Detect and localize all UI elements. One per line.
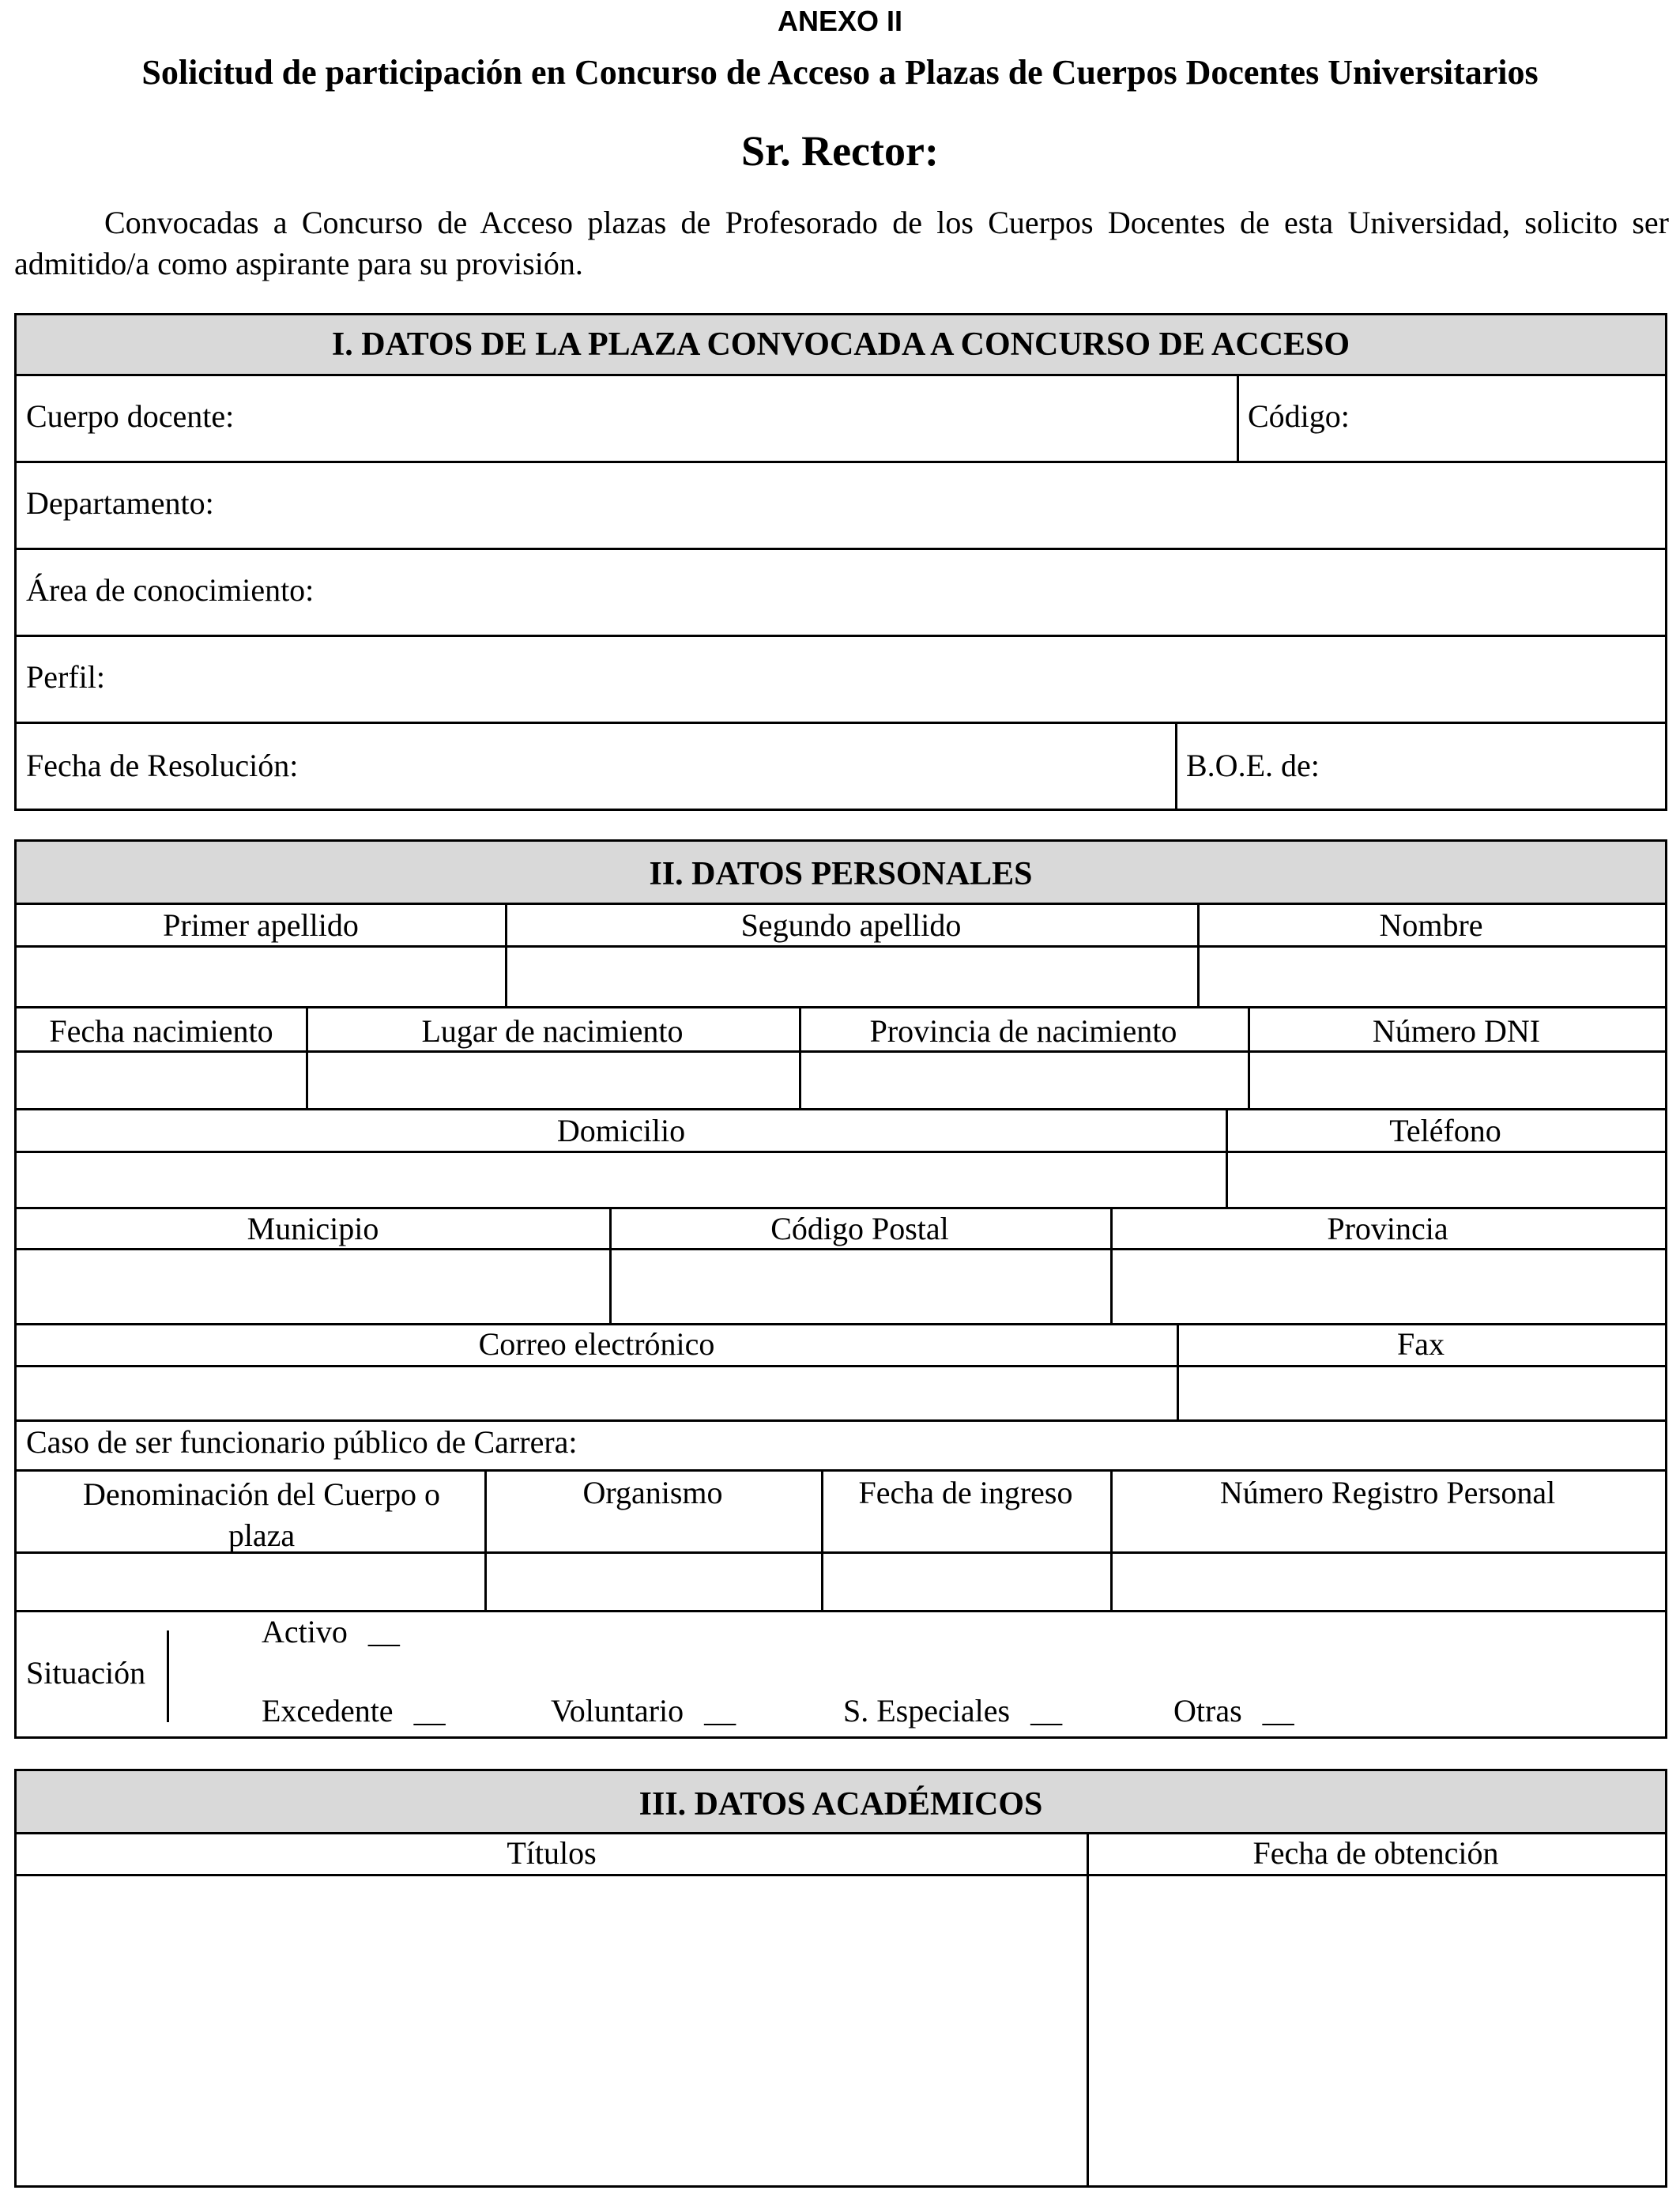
municipio-label: Municipio xyxy=(247,1211,379,1246)
boe-field[interactable]: B.O.E. de: xyxy=(1186,748,1320,783)
fecha-nacimiento-input[interactable] xyxy=(17,1053,306,1108)
provincia-input[interactable] xyxy=(1113,1250,1665,1323)
domicilio-input[interactable] xyxy=(17,1153,1226,1207)
segundo-apellido-input[interactable] xyxy=(507,948,1197,1006)
numero-registro-label: Número Registro Personal xyxy=(1219,1475,1556,1510)
situacion-bracket xyxy=(167,1630,169,1722)
titulos-label: Títulos xyxy=(507,1835,597,1871)
lugar-nacimiento-input[interactable] xyxy=(308,1053,799,1108)
nombre-input[interactable] xyxy=(1200,948,1665,1006)
denominacion-label: Denominación del Cuerpo o plaza xyxy=(82,1476,441,1553)
correo-label: Correo electrónico xyxy=(478,1326,715,1362)
fecha-obtencion-label: Fecha de obtención xyxy=(1252,1835,1499,1871)
codigo-postal-input[interactable] xyxy=(612,1250,1110,1323)
otras-blank: __ xyxy=(1262,1693,1294,1728)
section-academic-title: III. DATOS ACADÉMICOS xyxy=(17,1771,1665,1834)
titulos-input[interactable] xyxy=(17,1876,1087,2185)
numero-dni-input[interactable] xyxy=(1250,1053,1665,1108)
primer-apellido-input[interactable] xyxy=(17,948,505,1006)
domicilio-label: Domicilio xyxy=(556,1113,686,1148)
voluntario-label: Voluntario xyxy=(551,1693,684,1728)
fecha-nacimiento-label: Fecha nacimiento xyxy=(49,1013,273,1049)
section-plaza-title: I. DATOS DE LA PLAZA CONVOCADA A CONCURSO DE ACCESO xyxy=(17,315,1665,376)
situacion-label: Situación xyxy=(26,1655,146,1691)
especiales-label: S. Especiales xyxy=(843,1693,1011,1728)
greeting: Sr. Rector: xyxy=(741,127,939,175)
especiales-option[interactable] xyxy=(843,1692,1062,1729)
otras-option[interactable] xyxy=(1173,1692,1294,1729)
telefono-label: Teléfono xyxy=(1389,1113,1501,1148)
provincia-nacimiento-input[interactable] xyxy=(801,1053,1248,1108)
provincia-nacimiento-label: Provincia de nacimiento xyxy=(869,1013,1177,1049)
perfil-field[interactable]: Perfil: xyxy=(26,659,105,695)
fecha-ingreso-input[interactable] xyxy=(823,1554,1110,1610)
primer-apellido-label: Primer apellido xyxy=(163,907,359,943)
fecha-ingreso-label: Fecha de ingreso xyxy=(858,1475,1073,1510)
lugar-nacimiento-label: Lugar de nacimiento xyxy=(421,1013,684,1049)
otras-label: Otras xyxy=(1173,1693,1242,1728)
codigo-postal-label: Código Postal xyxy=(770,1211,949,1246)
voluntario-blank: __ xyxy=(704,1693,736,1728)
numero-dni-label: Número DNI xyxy=(1372,1013,1541,1049)
numero-registro-input[interactable] xyxy=(1113,1554,1665,1610)
excedente-option[interactable] xyxy=(262,1692,446,1729)
telefono-input[interactable] xyxy=(1228,1153,1665,1207)
correo-input[interactable] xyxy=(17,1367,1177,1419)
organismo-label: Organismo xyxy=(582,1475,723,1510)
funcionario-label: Caso de ser funcionario público de Carrera: xyxy=(26,1424,578,1460)
codigo-field[interactable]: Código: xyxy=(1248,398,1350,434)
document-title: Solicitud de participación en Concurso de Acceso a Plazas de Cuerpos Docentes Universitarios xyxy=(141,53,1539,92)
activo-option[interactable] xyxy=(262,1613,400,1650)
provincia-label: Provincia xyxy=(1327,1211,1448,1246)
activo-label: Activo xyxy=(262,1614,348,1649)
cuerpo-docente-field[interactable]: Cuerpo docente: xyxy=(26,398,235,434)
area-conocimiento-field[interactable]: Área de conocimiento: xyxy=(26,572,315,608)
section-personal-title: II. DATOS PERSONALES xyxy=(17,842,1665,905)
excedente-label: Excedente xyxy=(262,1693,394,1728)
section-academic xyxy=(14,1769,1667,2188)
annex-label: ANEXO II xyxy=(777,5,903,37)
segundo-apellido-label: Segundo apellido xyxy=(740,907,962,943)
especiales-blank: __ xyxy=(1030,1693,1063,1728)
activo-blank: __ xyxy=(367,1614,400,1649)
intro-paragraph: Convocadas a Concurso de Acceso plazas de Profesorado de los Cuerpos Docentes de esta Universidad, solicito ser admitido/a como aspirante para su provisión. xyxy=(14,205,1669,281)
excedente-blank: __ xyxy=(413,1693,446,1728)
fecha-obtencion-input[interactable] xyxy=(1089,1876,1665,2185)
denominacion-input[interactable] xyxy=(17,1554,484,1610)
fecha-resolucion-field[interactable]: Fecha de Resolución: xyxy=(26,748,299,783)
section-personal xyxy=(14,839,1667,1739)
fax-label: Fax xyxy=(1397,1326,1445,1362)
organismo-input[interactable] xyxy=(487,1554,821,1610)
departamento-field[interactable]: Departamento: xyxy=(26,485,214,521)
municipio-input[interactable] xyxy=(17,1250,609,1323)
voluntario-option[interactable] xyxy=(551,1692,736,1729)
nombre-label: Nombre xyxy=(1379,907,1483,943)
fax-input[interactable] xyxy=(1179,1367,1665,1419)
section-plaza xyxy=(14,313,1667,811)
